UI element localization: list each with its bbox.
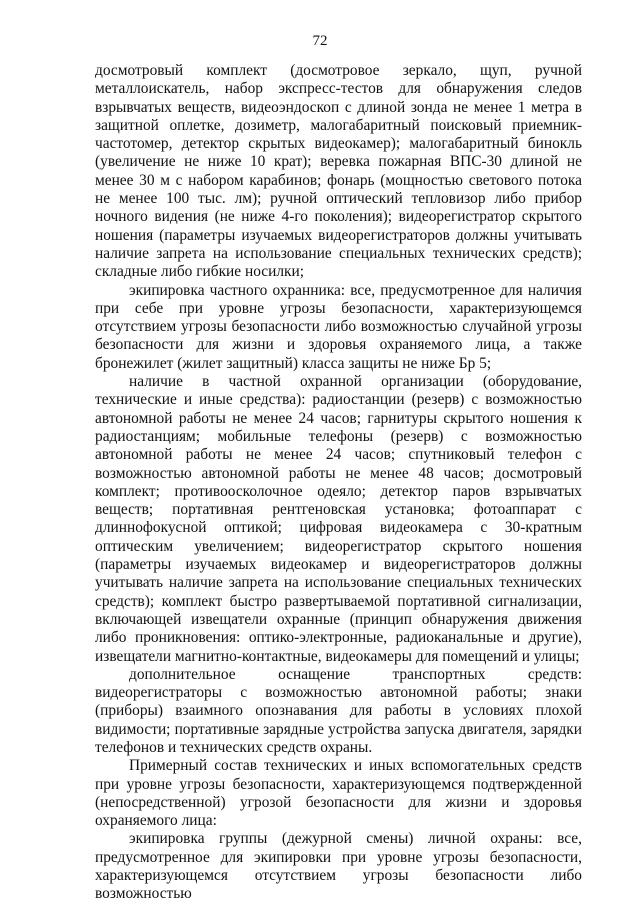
paragraph-guard-gear: экипировка частного охранника: все, предусмотренное для наличия при себе при уровне угрозы безопасности, характеризующемся отсутствием угрозы безопасности либо возможностью случайной угрозы безопасности для жизни и здоровья охраняемого лица, а также бронежилет (жилет защитный) класса защиты не ниже Бр 5; (95, 281, 582, 372)
page-number: 72 (312, 33, 328, 49)
paragraph-organization-equipment: наличие в частной охранной организации (оборудование, технические и иные средства): радиостанции (резерв) с возможностью автономной работы не менее 24 часов; гарнитуры скрытого ношения к радиостанциям; мобильные телефоны (резерв) с возможностью автономной работы не менее 24 часов; спутниковый телефон с возможностью автономной работы не менее 48 часов; досмотровый комплект; противоосколочное одеяло; детектор паров взрывчатых веществ; портативная рентгеновская установка; фотоаппарат с длиннофокусной оптикой; цифровая видеокамера с 30-кратным оптическим увеличением; видеорегистратор скрытого ношения (параметры изучаемых видеокамер и видеорегистраторов должны учитывать наличие запрета на использование специальных технических средств); комплект быстро развертываемой портативной сигнализации, включающей извещатели охранные (принцип обнаружения движения либо проникновения: оптико-электронные, радиоканальные и другие), извещатели магнитно-контактные, видеокамеры для помещений и улицы; (95, 373, 582, 665)
paragraph-section-intro: Примерный состав технических и иных вспомогательных средств при уровне угрозы безопасности, характеризующемся подтвержденной (непосредственной) угрозой безопасности для жизни и здоровья охраняемого лица: (95, 757, 582, 830)
paragraph-group-gear: экипировка группы (дежурной смены) личной охраны: все, предусмотренное для экипировки при уровне угрозы безопасности, характеризующемся отсутствием угрозы безопасности либо возможностью (95, 830, 582, 903)
paragraph-vehicle-equipment: дополнительное оснащение транспортных средств: видеорегистраторы с возможностью автономной работы; знаки (приборы) взаимного опознавания для работы в условиях плохой видимости; портативные зарядные устройства запуска двигателя, зарядки телефонов и технических средств охраны. (95, 665, 582, 756)
body-text (95, 62, 582, 904)
paragraph-equipment-list: досмотровый комплект (досмотровое зеркало, щуп, ручной металлоискатель, набор экспресс-тестов для обнаружения следов взрывчатых веществ, видеоэндоскоп с длиной зонда не менее 1 метра в защитной оплетке, дозиметр, малогабаритный поисковый приемник-частотомер, детектор скрытых видеокамер); малогабаритный бинокль (увеличение не ниже 10 крат); веревка пожарная ВПС-30 длиной не менее 30 м с набором карабинов; фонарь (мощностью светового потока не менее 100 тыс. лм); ручной оптический тепловизор либо прибор ночного видения (не ниже 4-го поколения); видеорегистратор скрытого ношения (параметры изучаемых видеорегистраторов должны учитывать наличие запрета на использование специальных технических средств); складные либо гибкие носилки; (95, 62, 582, 281)
